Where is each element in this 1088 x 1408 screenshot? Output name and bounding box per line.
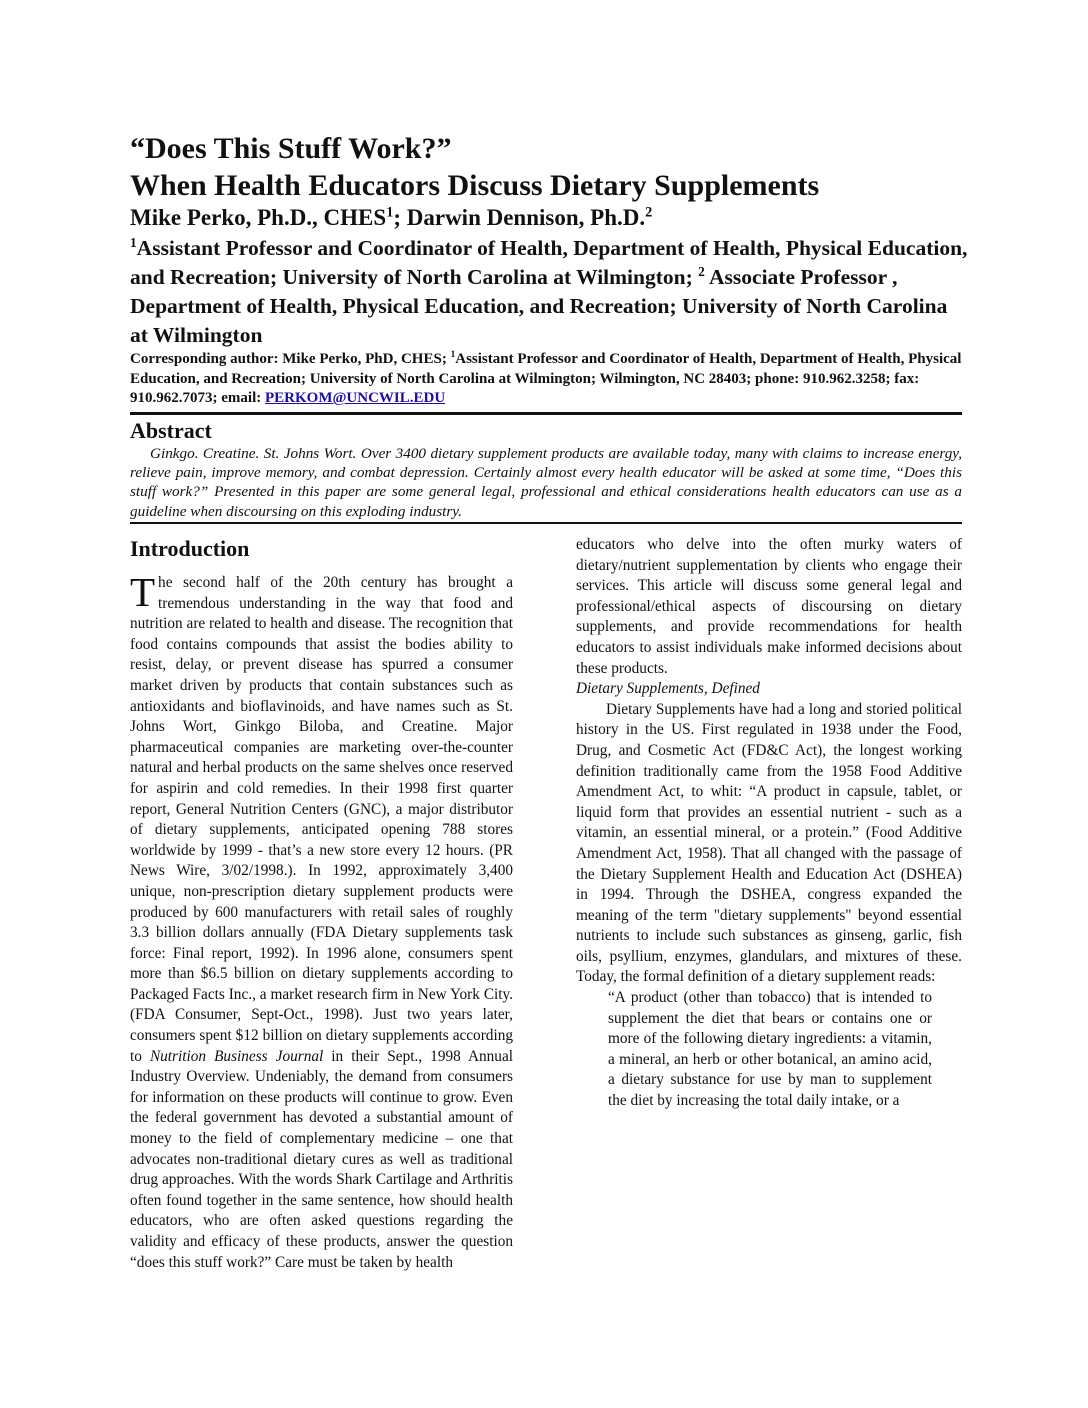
introduction-continuation: educators who delve into the often murky waters of dietary/nutrient supplementation by clients who engage their services. This article will discuss some general legal and professional/ethical aspects of discoursing on dietary supplements, and provide recommendations for health educators to assist individuals make informed decisions about these products. [576, 536, 962, 677]
journal-name: Nutrition Business Journal [149, 1047, 324, 1065]
author-2-affiliation-mark: 2 [645, 204, 653, 221]
header-divider [130, 412, 962, 415]
corresponding-label: Corresponding author: Mike Perko, PhD, CHES; [130, 351, 451, 367]
author-1-affiliation-mark: 1 [386, 204, 394, 221]
introduction-text-b: in their Sept., 1998 Annual Industry Overview. Undeniably, the demand from consumers for information on these products will continue to grow. Even the federal government has devoted a substantial amount of money to the field of complementary medicine – one that advocates non-traditional dietary cures as well as traditional drug approaches. With the words Shark Cartilage and Arthritis often found together in the same sentence, how should health educators, who are often asked questions regarding the validity and efficacy of these products, answer the question “does this stuff work?” Care must be taken by health [130, 1047, 513, 1271]
drop-cap: T [130, 569, 156, 615]
author-1: Mike Perko, Ph.D., CHES [130, 205, 387, 230]
author-separator: ; [393, 205, 407, 230]
definition-quote: “A product (other than tobacco) that is intended to supplement the diet that bears or contains one or more of the following dietary ingredients: a vitamin, a mineral, an herb or other botanical, an amino acid, a dietary substance for use by man to supplement the diet by increasing the total daily intake, or a [608, 989, 932, 1110]
title-line-1: “Does This Stuff Work?” [130, 132, 452, 165]
right-column [576, 535, 962, 1112]
section-2-paragraph: Dietary Supplements have had a long and storied political history in the US. First regulated in 1938 under the Food, Drug, and Cosmetic Act (FD&C Act), the longest working definition traditionally came from the 1958 Food Additive Amendment Act, to whit: “A product in capsule, tablet, or liquid form that provides an essential nutrient - such as a vitamin, an essential mineral, or a protein.” (Food Additive Amendment Act, 1958). That all changed with the passage of the Dietary Supplement Health and Education Act (DSHEA) in 1994. Through the DSHEA, congress expanded the meaning of the term "dietary supplements" beyond essential nutrients to include such substances as ginseng, garlic, fish oils, psyllium, enzymes, glandulars, and mixtures of these. Today, the formal definition of a dietary supplement reads: [576, 700, 962, 986]
title-line-2: When Health Educators Discuss Dietary Supplements [130, 169, 820, 202]
paper-title [130, 130, 970, 204]
corresponding-author [130, 350, 970, 409]
introduction-text-a: he second half of the 20th century has brought a tremendous understanding in the way that food and nutrition are related to health and disease. The recognition that food contains compounds that assist the bodies ability to resist, delay, or prevent disease has spurred a consumer market driven by products that contain substances such as antioxidants and bioflavinoids, and have names such as St. Johns Wort, Ginkgo Biloba, and Creatine. Major pharmaceutical companies are marketing over-the-counter natural and herbal products on the same shelves once reserved for aspirin and cold remedies. In their 1998 first quarter report, General Nutrition Centers (GNC), a major distributor of dietary supplements, anticipated opening 788 stores worldwide by 1999 - that’s a new store every 12 hours. (PR News Wire, 3/02/1998.). In 1992, approximately 3,400 unique, non-prescription dietary supplement products were produced by 600 manufacturers with retail sales of roughly 3.3 billion dollars annually (FDA Dietary supplements task force: Final report, 1992). In 1996 alone, consumers spent more than $6.5 billion on dietary supplements according to Packaged Facts Inc., a market research firm in New York City. (FDA Consumer, Sept-Oct., 1998). Just two years later, consumers spent $12 billion on dietary supplements according to [130, 574, 513, 1065]
abstract-text: Ginkgo. Creatine. St. Johns Wort. Over 3400 dietary supplement products are available today, many with claims to increase energy, relieve pain, improve memory, and combat depression. Certainly almost every health educator will be asked at some time, “Does this stuff work?” Presented in this paper are some general legal, professional and ethical considerations health educators can use as a guideline when discoursing on this exploding industry. [130, 445, 962, 520]
left-column [130, 569, 513, 1273]
affiliation-2-mark: 2 [698, 263, 705, 279]
affiliation-1-mark: 1 [130, 234, 137, 250]
corresponding-affiliation-mark: 1 [450, 350, 456, 360]
affiliation-1-text: Assistant Professor and Coordinator of Health, Department of Health, Physical Education, and Recreation; University of North Carolina at Wilmington; [130, 236, 968, 289]
section-heading-dietary-supplements: Dietary Supplements, Defined [576, 680, 760, 698]
email-link[interactable]: PERKOM@UNCWIL.EDU [264, 390, 446, 406]
introduction-paragraph-part-1 [130, 569, 513, 1273]
abstract-heading: Abstract [130, 418, 212, 443]
author-2: Darwin Dennison, Ph.D. [406, 205, 646, 230]
affiliation-2-text: Associate Professor , Department of Health, Physical Education, and Recreation; University of North Carolina at Wilmington [130, 265, 948, 347]
corresponding-details: Assistant Professor and Coordinator of Health, Department of Health, Physical Education, and Recreation; University of North Carolina at Wilmington; Wilmington, NC 28403; phone: 910.962.3258; fax: 910.962.7073; email: [130, 351, 962, 406]
affiliations [130, 234, 970, 350]
abstract-divider [130, 522, 962, 524]
author-list [130, 204, 970, 232]
introduction-heading: Introduction [130, 536, 250, 561]
